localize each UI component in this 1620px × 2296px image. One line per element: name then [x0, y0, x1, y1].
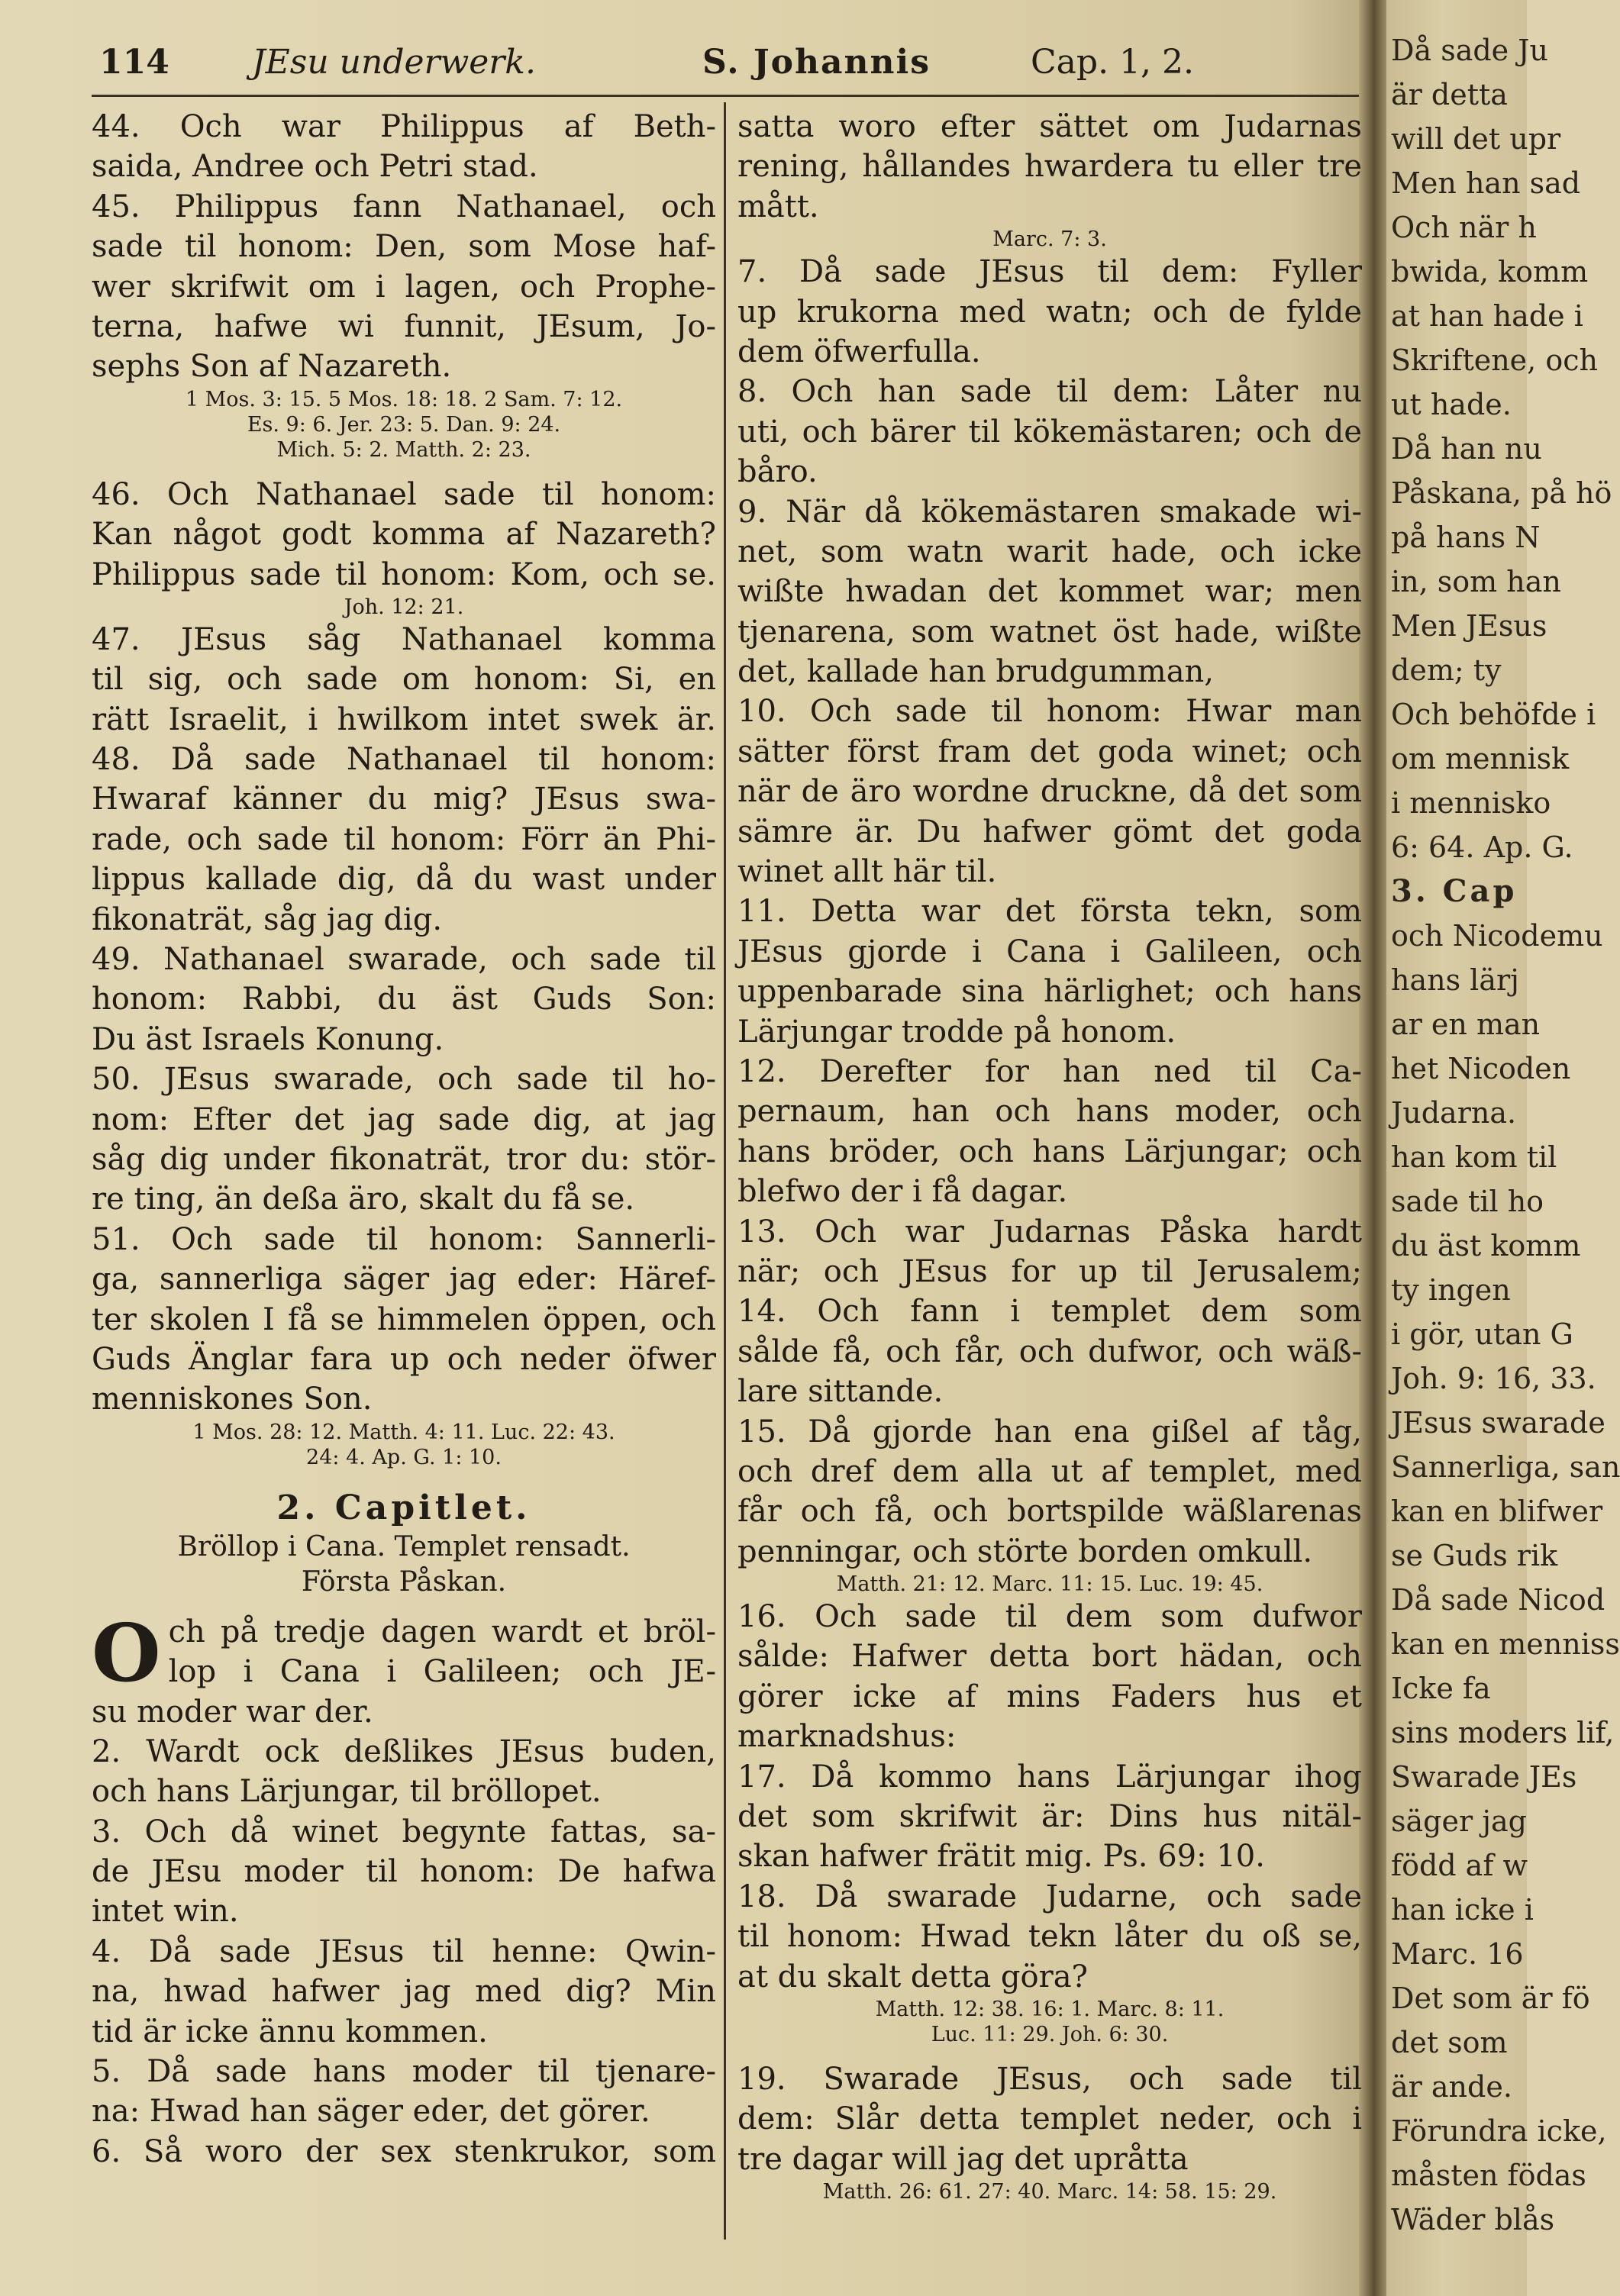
facing-page-fragment: Men han sad [1391, 166, 1581, 200]
facing-page-fragment: bwida, komm [1391, 255, 1589, 289]
text-line: til honom: Hwad tekn låter du oß se, [737, 1919, 1362, 1955]
right-column-verses [737, 107, 1362, 2204]
text-line: 2. Wardt ock deßlikes JEsus buden, [92, 1733, 716, 1769]
facing-page-fragment: in, som han [1391, 565, 1561, 598]
text-line: 51. Och sade til honom: Sannerli- [92, 1221, 716, 1257]
facing-page-fragment: du äst komm [1391, 1229, 1581, 1262]
text-line: mått. [737, 189, 819, 224]
text-line: ter skolen I få se himmelen öppen, och [92, 1301, 716, 1337]
cross-reference: Luc. 11: 29. Joh. 6: 30. [931, 2022, 1169, 2046]
text-line: tre dagar will jag det upråtta [737, 2141, 1189, 2177]
text-line: 12. Derefter for han ned til Ca- [737, 1053, 1362, 1089]
text-line: ch på tredje dagen wardt et bröl- [168, 1614, 716, 1649]
text-line: nom: Efter det jag sade dig, at jag [92, 1101, 716, 1137]
chapter-opening [92, 1605, 716, 1700]
text-line: til sig, och sade om honom: Si, en [92, 662, 716, 698]
facing-page-fragment: Swarade JEs [1391, 1760, 1577, 1794]
header-left-title: JEsu underwerk. [252, 43, 536, 82]
text-line: hans bröder, och hans Lärjungar; och [737, 1133, 1362, 1169]
facing-page-fragment: Och behöfde i [1391, 698, 1596, 731]
text-line: skan hafwer frätit mig. Ps. 69: 10. [737, 1839, 1265, 1875]
facing-page-fragment: kan en menniss [1391, 1627, 1620, 1661]
chapter-title: 2. Capitlet. [276, 1488, 531, 1527]
facing-page-fragment: se Guds rik [1391, 1539, 1558, 1572]
cross-reference: 1 Mos. 28: 12. Matth. 4: 11. Luc. 22: 43. [192, 1420, 615, 1444]
text-line: winet allt här til. [737, 854, 997, 890]
text-line: 6. Så woro der sex stenkrukor, som [92, 2133, 716, 2169]
text-line: uppenbarade sina härlighet; och hans [737, 974, 1362, 1010]
text-line: 19. Swarade JEsus, och sade til [737, 2061, 1362, 2097]
facing-page-fragment: och Nicodemu [1391, 919, 1603, 953]
text-line: sämre är. Du hafwer gömt det goda [737, 814, 1362, 850]
header-chapter-range: Cap. 1, 2. [1031, 43, 1194, 82]
text-line: 15. Då gjorde han ena gißel af tåg, [737, 1414, 1362, 1450]
facing-page-fragment: JEsus swarade [1391, 1406, 1605, 1440]
text-line: fikonaträt, såg jag dig. [92, 901, 443, 937]
text-line: satta woro efter sättet om Judarnas [737, 109, 1362, 144]
facing-page-fragment: är ande. [1391, 2070, 1512, 2104]
text-line: de JEsu moder til honom: De hafwa [92, 1854, 716, 1890]
running-header [99, 43, 1367, 92]
text-line: tjenarena, som watnet öst hade, wißte [737, 614, 1362, 650]
text-line: när de äro wordne druckne, då det som [737, 774, 1362, 810]
facing-page-fragment: Wäder blås [1391, 2203, 1555, 2236]
text-line: och dref dem alla ut af templet, med [737, 1453, 1362, 1489]
text-line: rening, hållandes hwardera tu eller tre [737, 149, 1362, 185]
cross-reference: Marc. 7: 3. [992, 227, 1107, 252]
text-line: 14. Och fann i templet dem som [737, 1294, 1362, 1330]
text-line: saida, Andree och Petri stad. [92, 149, 538, 185]
facing-page-fragment: Icke fa [1391, 1672, 1491, 1705]
facing-page-fragment: Men JEsus [1391, 609, 1547, 643]
facing-page-fragment: Skriftene, och [1391, 343, 1598, 377]
text-line: penningar, och störte borden omkull. [737, 1533, 1313, 1569]
text-line: sätter först fram det goda winet; och [737, 734, 1362, 769]
text-line: intet win. [92, 1894, 239, 1930]
facing-page-fragment: Sannerliga, san [1391, 1450, 1620, 1484]
facing-page-fragment: will det upr [1391, 122, 1561, 156]
column-divider [724, 102, 726, 2240]
cross-reference: 1 Mos. 3: 15. 5 Mos. 18: 18. 2 Sam. 7: 12. [185, 387, 623, 411]
facing-page-fragment: måsten födas [1391, 2159, 1586, 2192]
spacer [737, 2047, 1362, 2059]
cross-reference: Es. 9: 6. Jer. 23: 5. Dan. 9: 24. [247, 412, 561, 437]
facing-page-fragment: sins moders lif, [1391, 1716, 1615, 1749]
text-line: 18. Då swarade Judarne, och sade [737, 1878, 1362, 1914]
book-gutter [1359, 0, 1386, 2296]
facing-page-fragment: 3. Cap [1391, 873, 1518, 909]
text-line: up krukorna med watn; och de fylde [737, 294, 1362, 330]
cross-reference: Matth. 21: 12. Marc. 11: 15. Luc. 19: 45. [836, 1572, 1263, 1597]
chapter-summary-line: Första Påskan. [301, 1566, 507, 1598]
facing-page-fragment: säger jag [1391, 1804, 1527, 1838]
facing-page-fragment: på hans N [1391, 521, 1541, 554]
text-line: lippus kallade dig, då du wast under [92, 862, 716, 898]
text-line: 17. Då kommo hans Lärjungar ihog [737, 1759, 1362, 1795]
text-line: tid är icke ännu kommen. [92, 2014, 488, 2049]
text-line: 44. Och war Philippus af Beth- [92, 109, 716, 144]
left-column [92, 107, 716, 2172]
facing-page-fragment: född af w [1391, 1849, 1528, 1882]
facing-page-fragment: ty ingen [1391, 1273, 1511, 1307]
text-line: 45. Philippus fann Nathanael, och [92, 189, 716, 224]
text-line: uti, och bärer til kökemästaren; och de [737, 414, 1362, 450]
header-book-title: S. Johannis [702, 43, 931, 82]
facing-page-fragment: dem; ty [1391, 653, 1502, 687]
facing-page-fragment: hans lärj [1391, 963, 1519, 997]
text-line: su moder war der. [92, 1694, 373, 1730]
facing-page-fragment: at han hade i [1391, 299, 1583, 333]
facing-page-fragment: om mennisk [1391, 742, 1570, 776]
text-line: 11. Detta war det första tekn, som [737, 894, 1362, 930]
facing-page-edge [1386, 0, 1620, 2296]
text-line: sålde få, och får, och dufwor, och wäß- [737, 1333, 1362, 1369]
text-line: 49. Nathanael swarade, och sade til [92, 942, 716, 978]
facing-page-fragment: Då sade Nicod [1391, 1583, 1605, 1617]
text-line: såg dig under fikonaträt, tror du: stör- [92, 1141, 716, 1177]
text-line: terna, hafwe wi funnit, JEsum, Jo- [92, 308, 716, 344]
chapter-summary-line: Bröllop i Cana. Templet rensadt. [177, 1530, 631, 1562]
text-line: net, som watn warit hade, och icke [737, 534, 1362, 569]
facing-page-fragment: kan en blifwer [1391, 1495, 1603, 1528]
facing-page-fragment: Då han nu [1391, 432, 1542, 466]
text-line: Guds Änglar fara up och neder öfwer [92, 1341, 716, 1377]
cross-reference: Matth. 12: 38. 16: 1. Marc. 8: 11. [875, 1997, 1225, 2021]
text-line: 46. Och Nathanael sade til honom: [92, 476, 716, 512]
cross-reference: 24: 4. Ap. G. 1: 10. [306, 1445, 502, 1469]
facing-page-fragment: han kom til [1391, 1140, 1557, 1174]
text-line: 5. Då sade hans moder til tjenare- [92, 2054, 716, 2090]
facing-page-fragment: sade til ho [1391, 1185, 1544, 1218]
left-column-verses-ch2 [92, 1692, 716, 2172]
text-line: Philippus sade til honom: Kom, och se. [92, 556, 716, 592]
facing-page-fragment: Påskana, på hö [1391, 476, 1612, 510]
text-line: 16. Och sade til dem som dufwor [737, 1599, 1362, 1635]
text-line: båro. [737, 454, 818, 490]
text-line: wißte hwadan det kommet war; men [737, 574, 1362, 610]
text-line: 7. Då sade JEsus til dem: Fyller [737, 254, 1362, 290]
text-line: dem öfwerfulla. [737, 334, 981, 369]
facing-page-fragment: ar en man [1391, 1008, 1541, 1041]
text-line: 10. Och sade til honom: Hwar man [737, 694, 1362, 730]
facing-page-fragment: han icke i [1391, 1893, 1534, 1927]
text-line: honom: Rabbi, du äst Guds Son: [92, 982, 716, 1017]
text-line: lare sittande. [737, 1374, 944, 1410]
text-line: och hans Lärjungar, til bröllopet. [92, 1774, 602, 1810]
text-line: 8. Och han sade til dem: Låter nu [737, 374, 1362, 410]
facing-page-fragment: Joh. 9: 16, 33. [1391, 1362, 1596, 1395]
text-line: 48. Då sade Nathanael til honom: [92, 742, 716, 778]
facing-page-fragment: i mennisko [1391, 786, 1551, 820]
text-line: at du skalt detta göra? [737, 1959, 1089, 1994]
facing-page-fragment: 6: 64. Ap. G. [1391, 830, 1573, 864]
facing-page-fragment: het Nicoden [1391, 1052, 1571, 1085]
facing-page-fragment: Då sade Ju [1391, 34, 1548, 67]
text-line: 4. Då sade JEsus til henne: Qwin- [92, 1933, 716, 1969]
text-line: rade, och sade til honom: Förr än Phi- [92, 821, 716, 857]
text-line: 9. När då kökemästaren smakade wi- [737, 494, 1362, 530]
page-number: 114 [99, 43, 169, 82]
text-line: dem: Slår detta templet neder, och i [737, 2101, 1362, 2137]
facing-page-fragment: Judarna. [1391, 1096, 1517, 1130]
facing-page-fragment: ut hade. [1391, 388, 1512, 421]
facing-page-fragment: Marc. 16 [1391, 1937, 1524, 1971]
text-line: det, kallade han brudgumman, [737, 654, 1215, 690]
text-line: rätt Israelit, i hwilkom intet swek är. [92, 701, 716, 737]
text-line: re ting, än deßa äro, skalt du få se. [92, 1182, 635, 1217]
cross-reference: Mich. 5: 2. Matth. 2: 23. [276, 437, 531, 462]
text-line: JEsus gjorde i Cana i Galileen, och [737, 934, 1362, 969]
text-line: sade til honom: Den, som Mose haf- [92, 229, 716, 265]
text-line: Lärjungar trodde på honom. [737, 1014, 1176, 1050]
text-line: får och få, och bortspilde wäßlarenas [737, 1494, 1362, 1530]
facing-page-fragment: i gör, utan G [1391, 1317, 1573, 1351]
text-line: na: Hwad han säger eder, det görer. [92, 2094, 650, 2130]
text-line: wer skrifwit om i lagen, och Prophe- [92, 269, 716, 305]
text-line: pernaum, han och hans moder, och [737, 1094, 1362, 1130]
text-line: sephs Son af Nazareth. [92, 349, 452, 385]
text-line: när; och JEsus for up til Jerusalem; [737, 1253, 1362, 1289]
text-line: det som skrifwit är: Dins hus nitäl- [737, 1799, 1362, 1835]
right-column [737, 107, 1362, 2204]
text-line: sålde: Hafwer detta bort hädan, och [737, 1639, 1362, 1675]
header-rule [92, 95, 1359, 97]
text-line: Kan något godt komma af Nazareth? [92, 517, 716, 553]
text-line: Hwaraf känner du mig? JEsus swa- [92, 782, 716, 817]
facing-page-fragment: Och när h [1391, 211, 1537, 244]
cross-reference: Matth. 26: 61. 27: 40. Marc. 14: 58. 15: 29. [822, 2180, 1277, 2204]
text-line: 47. JEsus såg Nathanael komma [92, 621, 716, 657]
text-line: ga, sannerliga säger jag eder: Häref- [92, 1262, 716, 1298]
facing-page-fragment: det som [1391, 2026, 1508, 2059]
text-line: 50. JEsus swarade, och sade til ho- [92, 1062, 716, 1098]
facing-page-fragment: Det som är fö [1391, 1982, 1590, 2015]
facing-page-fragment: är detta [1391, 78, 1508, 111]
text-line: görer icke af mins Faders hus et [737, 1678, 1362, 1714]
text-line: na, hwad hafwer jag med dig? Min [92, 1974, 716, 2010]
text-line: blefwo der i få dagar. [737, 1174, 1068, 1210]
text-line: Du äst Israels Konung. [92, 1021, 444, 1057]
text-line: lop i Cana i Galileen; och JE- [168, 1654, 716, 1690]
facing-page-fragment: Förundra icke, [1391, 2114, 1607, 2148]
cross-reference: Joh. 12: 21. [344, 595, 464, 619]
text-line: 3. Och då winet begynte fattas, sa- [92, 1814, 716, 1849]
text-line: menniskones Son. [92, 1382, 373, 1417]
spacer [92, 463, 716, 475]
text-line: 13. Och war Judarnas Påska hardt [737, 1214, 1362, 1250]
text-line: marknadshus: [737, 1719, 957, 1755]
left-column-verses [92, 107, 716, 1470]
drop-cap: O [92, 1605, 161, 1700]
